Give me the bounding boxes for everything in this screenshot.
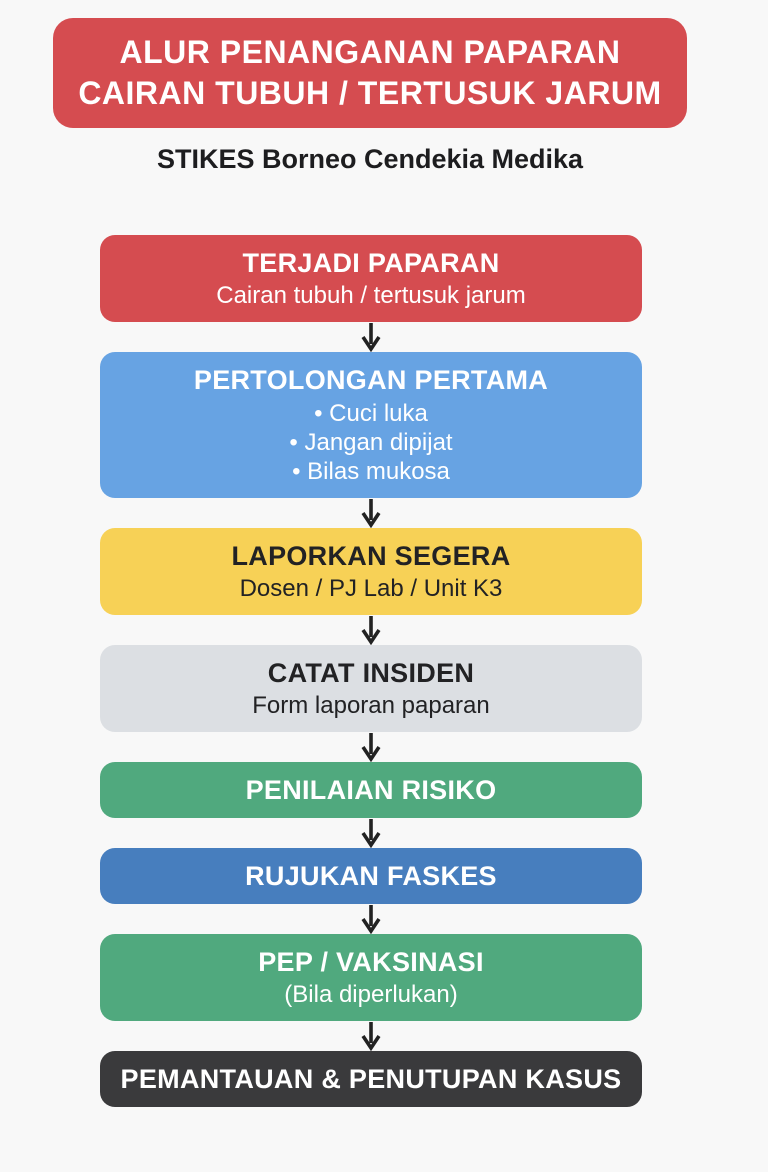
step-bullet: • Cuci luka [118, 399, 624, 428]
step-bullet: • Bilas mukosa [118, 457, 624, 486]
step-bullet: • Jangan dipijat [118, 428, 624, 457]
flow-step-catat-insiden [100, 645, 642, 732]
header-banner [53, 18, 687, 128]
flow-step-pemantauan-penutupan-kasus [100, 1051, 642, 1107]
step-title: PERTOLONGAN PERTAMA [193, 364, 549, 395]
step-subtitle: Cairan tubuh / tertusuk jarum [216, 281, 526, 309]
organization-name: STIKES Borneo Cendekia Medika [156, 143, 584, 174]
step-title: RUJUKAN FASKES [245, 860, 497, 891]
flow-step-pep-vaksinasi [100, 934, 642, 1021]
step-title: PEMANTAUAN & PENUTUPAN KASUS [120, 1063, 622, 1094]
flow-step-rujukan-faskes [100, 848, 642, 904]
down-arrow-icon [100, 1021, 642, 1051]
down-arrow-icon [100, 904, 642, 934]
down-arrow-icon [100, 818, 642, 848]
header-title-line2: CAIRAN TUBUH / TERTUSUK JARUM [78, 74, 662, 111]
step-title: PEP / VAKSINASI [258, 946, 484, 977]
header-title-line1: ALUR PENANGANAN PAPARAN [119, 34, 621, 70]
flow-step-pertolongan-pertama [100, 352, 642, 498]
flow-step-penilaian-risiko [100, 762, 642, 818]
step-title: TERJADI PAPARAN [242, 247, 500, 278]
flow-step-terjadi-paparan [100, 235, 642, 322]
step-subtitle: Form laporan paparan [252, 691, 490, 719]
down-arrow-icon [100, 322, 642, 352]
step-title: PENILAIAN RISIKO [245, 774, 497, 805]
down-arrow-icon [100, 498, 642, 528]
step-title: LAPORKAN SEGERA [231, 540, 511, 571]
step-title: CATAT INSIDEN [267, 657, 475, 688]
step-subtitle: Dosen / PJ Lab / Unit K3 [239, 574, 503, 602]
down-arrow-icon [100, 732, 642, 762]
flowchart [100, 235, 642, 1107]
step-bullet-list [118, 399, 624, 487]
flow-step-laporkan-segera [100, 528, 642, 615]
step-subtitle: (Bila diperlukan) [284, 980, 458, 1008]
down-arrow-icon [100, 615, 642, 645]
infographic-canvas [0, 18, 768, 1172]
